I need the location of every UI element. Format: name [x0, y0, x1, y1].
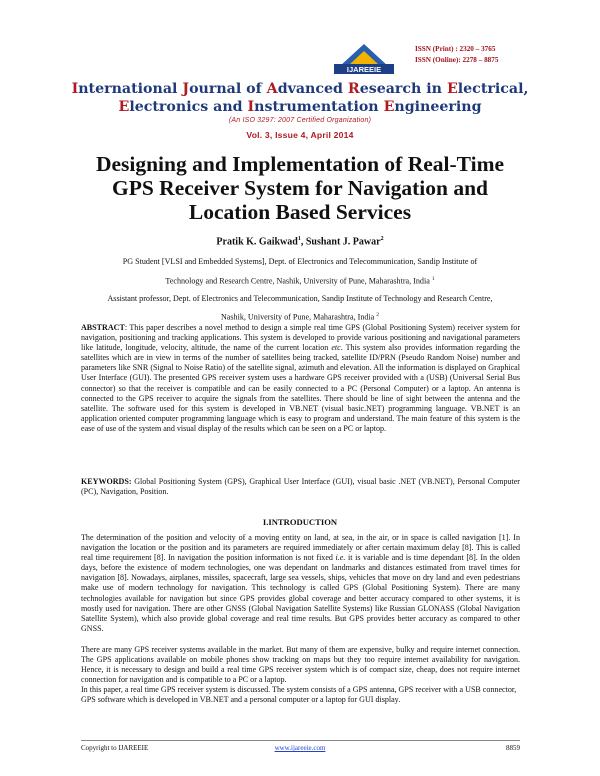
abstract-label: ABSTRACT — [81, 323, 125, 332]
affiliations — [70, 253, 530, 326]
author-superscript: 1 — [297, 236, 301, 242]
intro-paragraph: There are many GPS receiver systems available in the market. But many of them are expensive, bulky and require internet connection. The GPS applications available on mobile phones show tracking on maps but they too require internet availability for navigation. Hence, it is necessary to design and build a real time GPS receiver system which is of compact size, cheap, does not require internet connection for navigation and is compatible to a PC or a laptop. — [81, 645, 520, 685]
issn-print: ISSN (Print) : 2320 – 3765 — [415, 45, 496, 53]
section-heading: I.INTRODUCTION — [262, 517, 338, 527]
journal-initial: I — [247, 99, 255, 115]
author-separator: , — [300, 236, 306, 248]
affiliation-line: PG Student [VLSI and Embedded Systems], Dept. of Electronics and Telecommunication, Sandip Institute of — [122, 257, 478, 266]
journal-name-line2 — [0, 98, 600, 116]
intro-text: it is variable and is time dependant [8]. In the olden days, before the existence of modern technologies, one was dependant on landmarks and distances estimated from travel times for navigation [8]. Nowadays, airplanes, missiles, spacecraft, large sea vessels, ships, vehicles that move on dry land and even pedestrians make use of modern technology for navigation. This technology is called GPS (Global Positioning System). There are many technologies available for navigation but since GPS provides global coverage and better accuracy compared to other systems, it is mostly used for navigation. There are other GNSS (Global Navigation Satellite Systems) like Russian GLONASS (Global Navigation Satellite System), which also provide global coverage and real time results. But GPS provides better accuracy as compared to other GNSS. — [81, 553, 520, 633]
authors — [0, 236, 600, 247]
affiliation-superscript: 2 — [376, 312, 380, 319]
journal-initial: I — [71, 81, 79, 97]
journal-word: lectronics and — [129, 99, 248, 115]
footer-page-number: 8859 — [506, 744, 520, 752]
issn-block — [415, 44, 498, 66]
author-name: Sushant J. Pawar — [305, 236, 381, 248]
journal-initial: E — [383, 99, 395, 115]
author-superscript: 2 — [380, 236, 384, 242]
journal-word: lectrical, — [457, 81, 529, 97]
footer-divider — [81, 740, 520, 741]
author-name: Pratik K. Gaikwad — [216, 236, 298, 248]
footer-link[interactable]: www.ijareeie.com — [274, 744, 326, 752]
paper-title — [60, 152, 540, 224]
affiliation-line: Assistant professor, Dept. of Electronics and Telecommunication, Sandip Institute of Technology and Research Centre, — [107, 293, 493, 303]
intro-paragraph: In this paper, a real time GPS receiver system is discussed. The system consists of a GPS antenna, GPS receiver with a USB connector, GPS software which is developed in VB.NET and a personal computer or a laptop for GUI display. — [81, 685, 517, 705]
abstract-etc: etc — [331, 343, 341, 353]
journal-word: nternational — [78, 81, 183, 97]
journal-word: nstrumentation — [254, 99, 384, 115]
affiliation-text: Nashik, University of Pune, Maharashtra, India — [220, 312, 377, 322]
journal-logo — [318, 40, 410, 76]
journal-initial: J — [182, 81, 190, 97]
journal-word: ngineering — [394, 99, 482, 115]
keywords-label: KEYWORDS: — [81, 477, 132, 486]
affiliation-text: Technology and Research Centre, Nashik, University of Pune, Maharashtra, India — [165, 276, 432, 286]
keywords-text: Global Positioning System (GPS), Graphical User Interface (GUI), visual basic .NET (VB.NET), Personal Computer (PC), Navigation, Position. — [81, 477, 520, 497]
intro-paragraph — [81, 533, 520, 634]
journal-word: dvanced — [277, 81, 348, 97]
journal-name — [0, 80, 600, 116]
abstract — [81, 323, 520, 434]
journal-initial: E — [446, 81, 458, 97]
keywords — [81, 477, 520, 497]
journal-word: esearch in — [359, 81, 447, 97]
journal-name-line1 — [0, 80, 600, 98]
intro-text: The determination of the position and velocity of a moving entity on land, at sea, in the air, or in space is called navigation [1]. In navigation the location or the position and its parameters are required immediately or after certain maximum delay [8]. This is called real time requirement [8]. In navigation the position information is not fixed — [81, 533, 520, 563]
intro-paragraphs — [81, 645, 520, 706]
journal-word: ournal of — [189, 81, 267, 97]
affiliation-superscript: 1 — [431, 275, 435, 282]
journal-initial: A — [266, 81, 278, 97]
abstract-text: . This system also provides information regarding the satellites which are in view in terms of the number of satellites being tracked, satellite ID/PRN (Pseudo Random Noise) number and parameters like SNR (Signal to Noise Ratio) of the satellite signal, azimuth and elevation. All the information is displayed on Graphical User Interface (GUI). The presented GPS receiver system uses a hardware GPS receiver provided with a (USB) (Universal Serial Bus connector) so that the receiver is compatible and can be easily connected to a PC (Personal Computer) or a laptop. An antenna is connected to the GPS receiver to acquire the signals from the satellites. There should be line of sight between the antenna and the satellite. The software used for this system is developed in VB.NET (visual basic.NET) programming language. VB.NET is an application oriented computer programming language which is easy to program and understand. The main feature of this system is the ease of use of the system and visual display of the results which can be seen on a PC or laptop. — [81, 343, 520, 433]
intro-ie: i.e. — [335, 553, 346, 563]
journal-initial: E — [118, 99, 130, 115]
paper-title-line: GPS Receiver System for Navigation and — [111, 176, 489, 200]
affiliation-line — [70, 271, 530, 290]
logo-text: IJAREEIE — [346, 65, 382, 74]
paper-title-line: Designing and Implementation of Real-Time — [95, 152, 505, 176]
abstract-text: : This paper describes a novel method to design a simple real time GPS (Global Positioning System) receiver system for navigation, positioning and tracking applications. This system is developed to provide various positioning and navigational parameters like latitude, longitude, velocity, altitude, the name of the current location — [81, 323, 520, 353]
issn-online: ISSN (Online): 2278 – 8875 — [415, 56, 499, 64]
footer-copyright: Copyright to IJAREEIE — [81, 744, 149, 752]
paper-title-line: Location Based Services — [188, 200, 412, 224]
iso-certification: (An ISO 3297: 2007 Certified Organization) — [228, 117, 372, 124]
volume-issue: Vol. 3, Issue 4, April 2014 — [246, 130, 354, 140]
journal-initial: R — [347, 81, 360, 97]
